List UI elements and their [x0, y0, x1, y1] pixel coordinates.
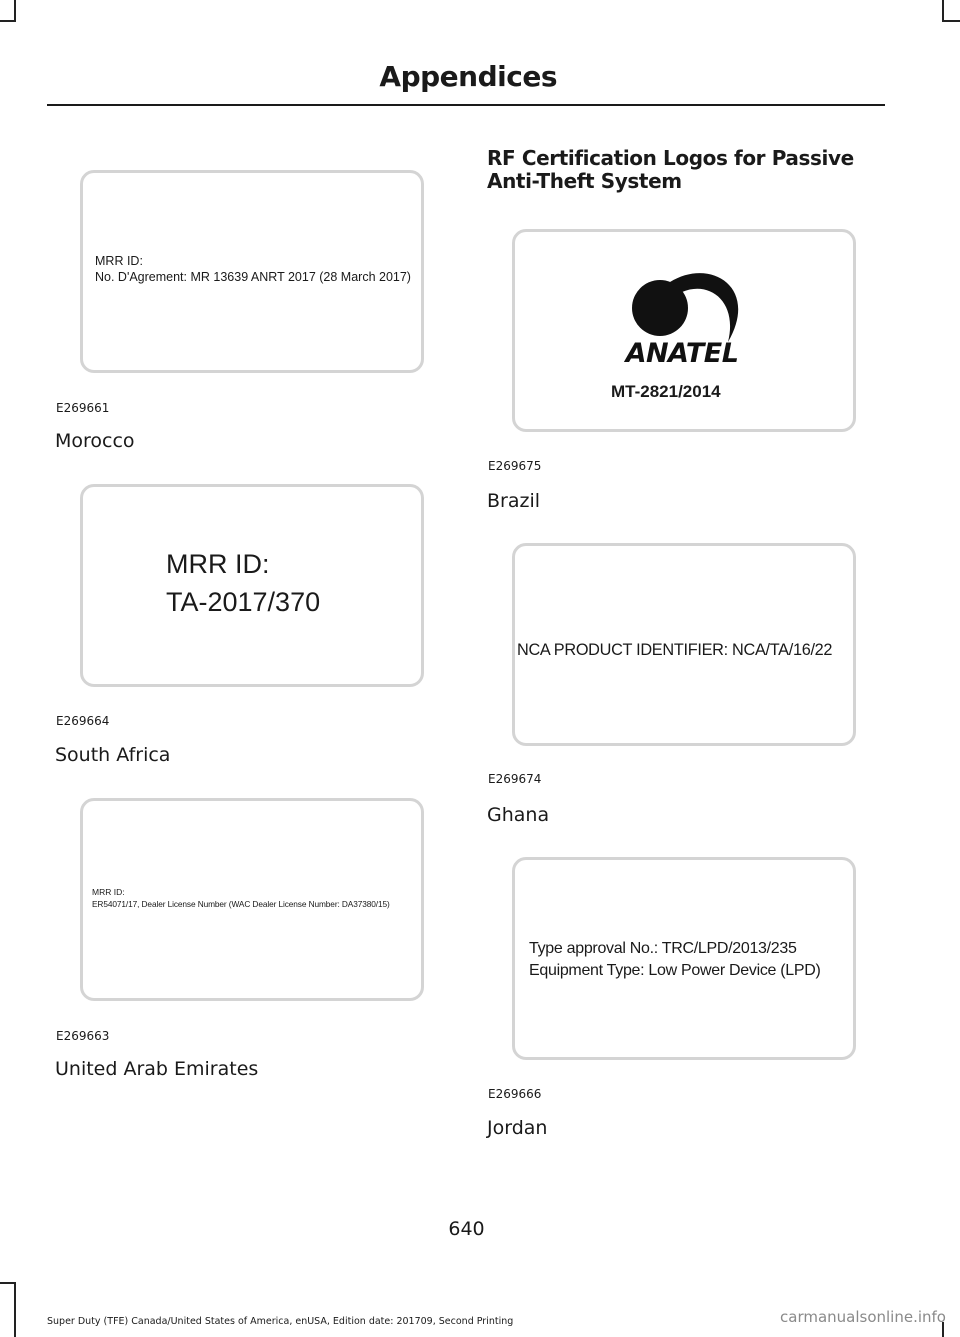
anatel-logo-icon: [610, 262, 760, 342]
crop-mark-bottom-left-v: [14, 1282, 16, 1337]
label-line-mrr-id: MRR ID:: [92, 887, 125, 897]
section-heading: RF Certification Logos for Passive Anti-Theft System: [487, 146, 854, 193]
anatel-certificate-number: MT-2821/2014: [611, 382, 721, 401]
image-code: E269664: [56, 714, 110, 728]
image-code: E269675: [488, 459, 542, 473]
label-line-nca-identifier: NCA PRODUCT IDENTIFIER: NCA/TA/16/22: [517, 641, 833, 659]
crop-mark-top-right-v: [942, 0, 944, 20]
crop-mark-top-left-h: [0, 20, 16, 22]
label-line-type-approval: Type approval No.: TRC/LPD/2013/235: [529, 940, 797, 957]
country-caption: Ghana: [487, 804, 550, 826]
image-code: E269661: [56, 401, 110, 415]
page-number: 640: [448, 1218, 485, 1240]
footer-edition-info: Super Duty (TFE) Canada/United States of America, enUSA, Edition date: 201709, Second Printing: [47, 1316, 514, 1327]
page-title: Appendices: [379, 60, 557, 93]
anatel-wordmark: ANATEL: [625, 338, 739, 369]
certification-label-jordan: [512, 857, 856, 1060]
watermark-link[interactable]: carmanualsonline.info: [780, 1308, 946, 1326]
image-code: E269663: [56, 1029, 110, 1043]
certification-label-south-africa: [80, 484, 424, 687]
crop-mark-bottom-left-h: [0, 1282, 16, 1284]
country-caption: Jordan: [487, 1117, 548, 1139]
crop-mark-top-right-h: [942, 20, 960, 22]
label-line-dealer-license: ER54071/17, Dealer License Number (WAC Dealer License Number: DA37380/15): [92, 899, 390, 909]
label-line-equipment-type: Equipment Type: Low Power Device (LPD): [529, 962, 821, 979]
image-code: E269666: [488, 1087, 542, 1101]
country-caption: Brazil: [487, 490, 541, 512]
country-caption: South Africa: [55, 744, 171, 766]
label-line-ta-number: TA-2017/370: [166, 587, 321, 617]
label-line-agrement: No. D'Agrement: MR 13639 ANRT 2017 (28 March 2017): [95, 270, 411, 284]
label-line-mrr-id: MRR ID:: [166, 549, 270, 579]
country-caption: Morocco: [55, 430, 135, 452]
image-code: E269674: [488, 772, 542, 786]
label-line-mrr-id: MRR ID:: [95, 254, 143, 268]
header-divider: [47, 104, 885, 106]
crop-mark-top-left-v: [14, 0, 16, 20]
country-caption: United Arab Emirates: [55, 1058, 259, 1080]
